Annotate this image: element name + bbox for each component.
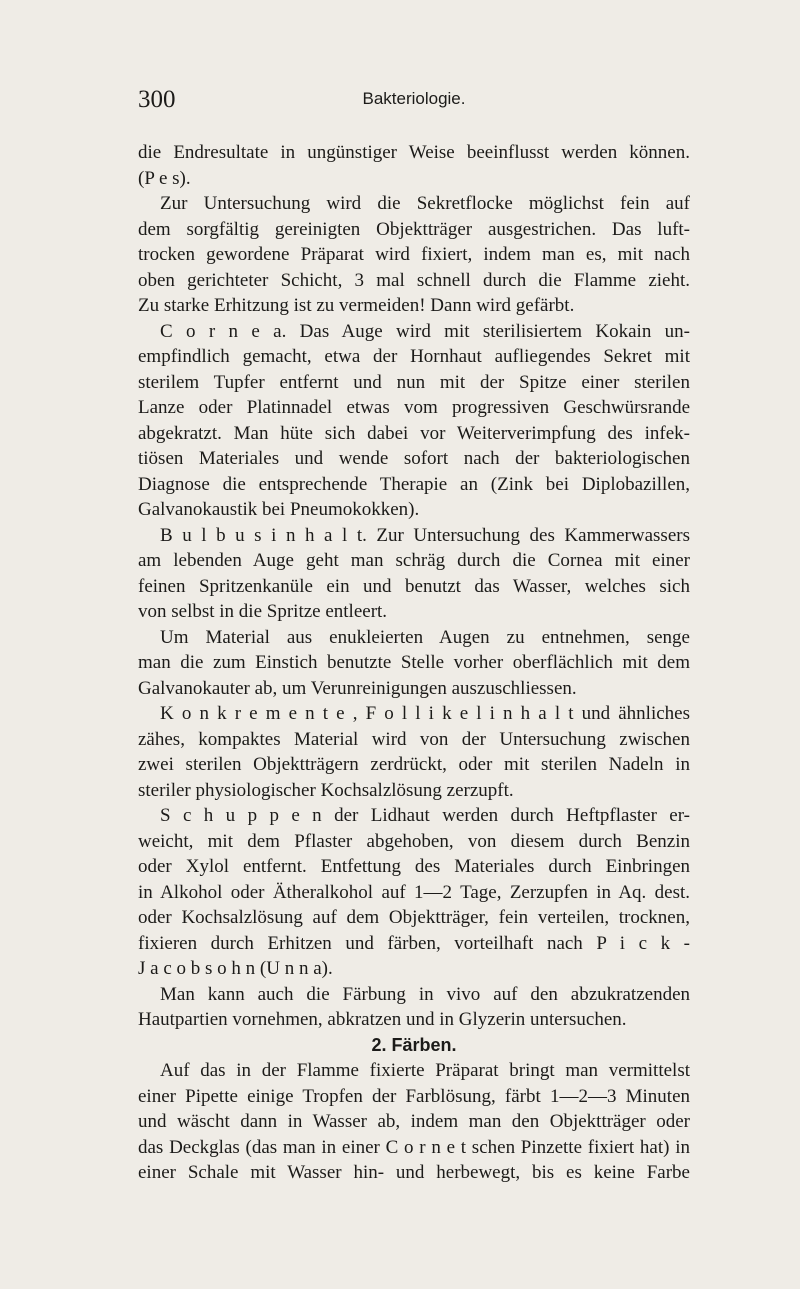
text-line: Zu starke Erhitzung ist zu vermeiden! Dann wird gefärbt. [138,295,575,316]
text-line: B u l b u s i n h a l t. Zur Untersuchung des Kammerwassers [160,524,690,546]
text-line: C o r n e a. Das Auge wird mit sterilisiertem Kokain un- [160,320,690,342]
page-number: 300 [138,86,176,113]
text-line: Zur Untersuchung wird die Sekretflocke möglichst fein auf [160,193,690,214]
text-line: man die zum Einstich benutzte Stelle vorher oberflächlich mit dem [138,652,690,673]
text-line: Galvanokauter ab, um Verunreinigungen auszuschliessen. [138,677,577,699]
text-line: in Alkohol oder Ätheralkohol auf 1—2 Tage, Zerzupfen in Aq. dest. [138,881,690,903]
text-line: (P e s). [138,167,191,189]
body-text [138,140,690,1186]
running-title: Bakteriologie. [362,89,466,108]
text-line: empfindlich gemacht, etwa der Hornhaut aufliegendes Sekret mit [138,346,690,367]
text-line: Man kann auch die Färbung in vivo auf den abzukratzenden [160,983,690,1005]
text-line: oben gerichteter Schicht, 3 mal schnell durch die Flamme zieht. [138,269,690,291]
text-line: K o n k r e m e n t e , F o l l i k e l i n h a l t und ähnliches [160,703,690,724]
text-line: S c h u p p e n der Lidhaut werden durch Heftpflaster er- [160,805,690,826]
text-line: Um Material aus enukleierten Augen zu entnehmen, senge [160,626,690,648]
text-line: einer Pipette einige Tropfen der Farblösung, färbt 1—2—3 Minuten [138,1085,690,1107]
page-header [138,86,690,116]
text-line: Diagnose die entsprechende Therapie an (Zink bei Diplobazillen, [138,473,690,495]
text-line: steriler physiologischer Kochsalzlösung zerzupft. [138,779,514,801]
text-line: feinen Spritzenkanüle ein und benutzt das Wasser, welches sich [138,575,690,597]
text-line: dem sorgfältig gereinigten Objektträger ausgestrichen. Das luft- [138,218,690,240]
text-line: zähes, kompaktes Material wird von der Untersuchung zwischen [138,728,690,750]
text-line: fixieren durch Erhitzen und färben, vorteilhaft nach P i c k - [138,932,690,954]
text-line: und wäscht dann in Wasser ab, indem man den Objektträger oder [138,1111,690,1132]
text-line: tiösen Materiales und wende sofort nach der bakteriologischen [138,448,690,469]
text-line: zwei sterilen Objektträgern zerdrückt, oder mit sterilen Nadeln in [138,754,690,775]
text-line: Auf das in der Flamme fixierte Präparat bringt man vermittelst [160,1060,690,1081]
text-line: von selbst in die Spritze entleert. [138,601,388,622]
text-line: trocken gewordene Präparat wird fixiert, indem man es, mit nach [138,244,690,265]
text-line: sterilem Tupfer entfernt und nun mit der Spitze einer sterilen [138,371,690,393]
text-line: die Endresultate in ungünstiger Weise beeinflusst werden können. [138,142,690,163]
text-line: Hautpartien vornehmen, abkratzen und in Glyzerin untersuchen. [138,1009,627,1030]
text-line: das Deckglas (das man in einer C o r n e t schen Pinzette fixiert hat) in [138,1136,690,1158]
text-line: J a c o b s o h n (U n n a). [138,958,333,979]
text-line: Lanze oder Platinnadel etwas vom progressiven Geschwürsrande [138,397,690,418]
text-line: oder Kochsalzlösung auf dem Objektträger, fein verteilen, trocknen, [138,907,690,928]
text-line: weicht, mit dem Pflaster abgehoben, von diesem durch Benzin [138,830,690,852]
section-heading: 2. Färben. [371,1034,457,1055]
text-line: Galvanokaustik bei Pneumokokken). [138,499,420,520]
text-line: am lebenden Auge geht man schräg durch die Cornea mit einer [138,550,690,571]
text-line: oder Xylol entfernt. Entfettung des Materiales durch Einbringen [138,856,690,877]
text-line: einer Schale mit Wasser hin- und herbewegt, bis es keine Farbe [138,1162,690,1183]
text-line: abgekratzt. Man hüte sich dabei vor Weiterverimpfung des infek- [138,422,690,444]
